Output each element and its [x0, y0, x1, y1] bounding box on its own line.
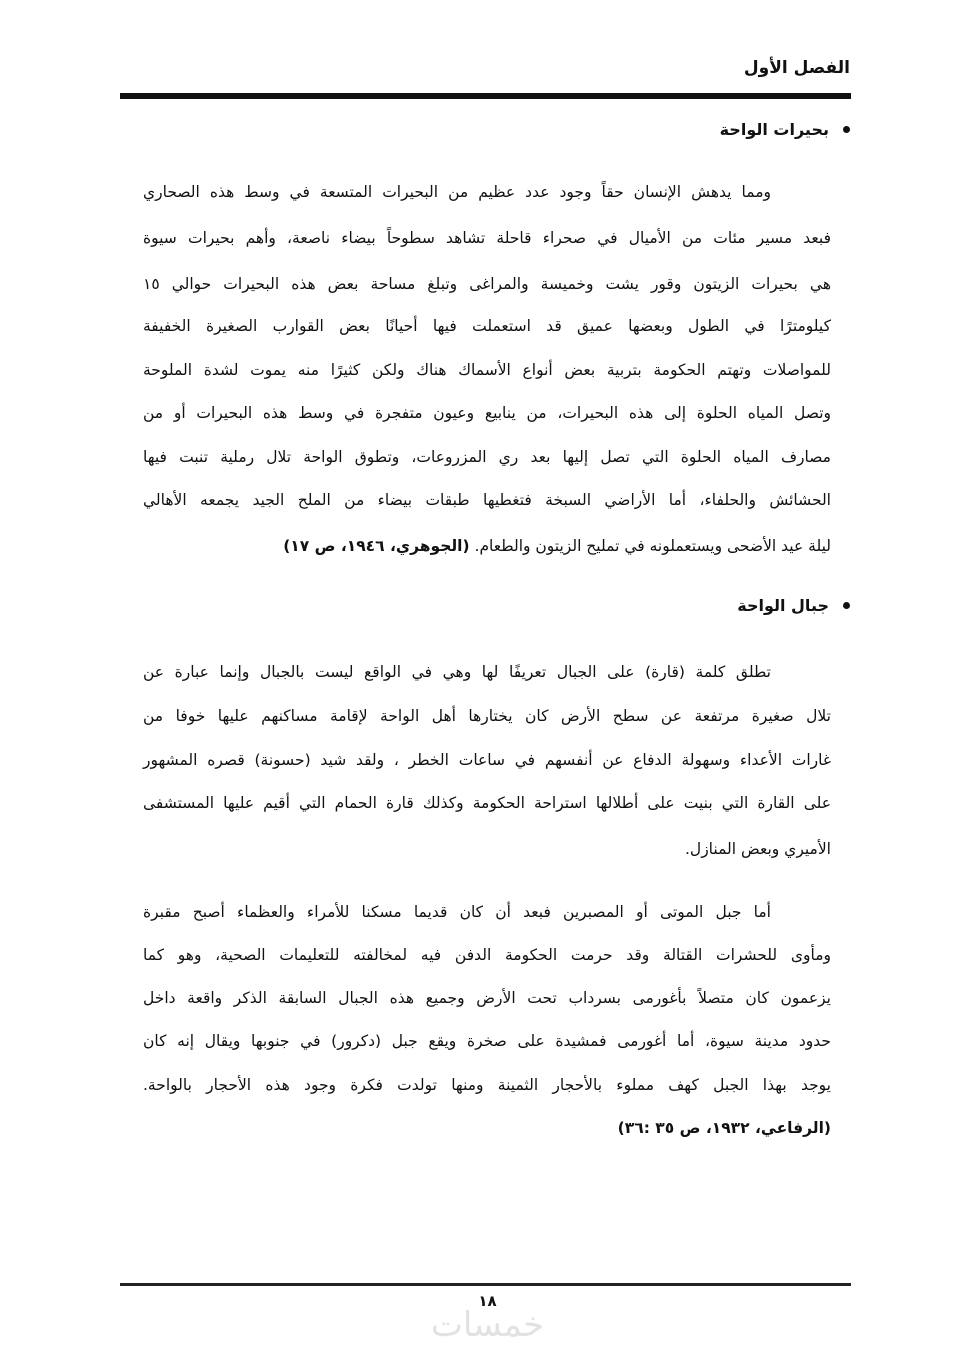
citation: (الجوهري، ١٩٤٦، ص ١٧) — [283, 537, 470, 555]
bullet-icon — [843, 126, 850, 133]
text-line: كيلومترًا في الطول وبعضها عميق قد استعملت فيها أحيانًا بعض القوارب الصغيرة الخفيفة — [143, 317, 831, 335]
heading-text: جبال الواحة — [737, 596, 829, 615]
header-rule — [120, 93, 851, 99]
text-line: للمواصلات وتهتم الحكومة بتربية بعض أنواع الأسماك هناك ولكن كثيرًا منه يموت لشدة الملوحة — [143, 361, 831, 379]
section-heading-mountains — [737, 596, 850, 615]
text-line: يزعمون كان متصلاً بأغورمى بسرداب تحت الأرض وجميع هذه الجبال السابقة الذكر واقعة داخل — [143, 989, 831, 1007]
text-span: ليلة عيد الأضحى ويستعملونه في تمليح الزيتون والطعام. — [474, 537, 831, 555]
bullet-icon — [843, 602, 850, 609]
text-line: غارات الأعداء وسهولة الدفاع عن أنفسهم في ساعات الخطر ، ولقد شيد (حسونة) قصره المشهور — [143, 751, 831, 769]
text-line: مصارف المياه الحلوة التي تصل إليها بعد ري المزروعات، وتطوق الواحة تلال رملية تنبت فيها — [143, 448, 831, 466]
citation: (الرفاعي، ١٩٣٢، ص ٣٥ :٣٦) — [617, 1119, 831, 1137]
text-line: هي بحيرات الزيتون وقور يشت وخميسة والمراغى وتبلغ مساحة بعض هذه البحيرات حوالي ١٥ — [143, 275, 831, 293]
text-line: ومما يدهش الإنسان حقاً وجود عدد عظيم من البحيرات المتسعة في وسط هذه الصحاري — [143, 183, 771, 201]
text-line: وتصل المياه الحلوة إلى هذه البحيرات، من ينابيع وعيون متفجرة في وسط هذه البحيرات أو من — [143, 404, 831, 422]
text-line: تطلق كلمة (قارة) على الجبال تعريفًا لها وهي في الواقع ليست بالجبال وإنما عبارة عن — [143, 663, 771, 681]
heading-text: بحيرات الواحة — [719, 120, 829, 139]
page-number: ١٨ — [478, 1292, 497, 1310]
watermark-logo: خمسات — [430, 1305, 545, 1345]
text-line — [143, 534, 831, 558]
text-line: الأميري وبعض المنازل. — [685, 840, 831, 858]
footer-rule — [120, 1283, 851, 1286]
text-line: أما جبل الموتى أو المصبرين فبعد أن كان قديما مسكنا للأمراء والعظماء أصبح مقبرة — [143, 903, 771, 921]
text-line: تلال صغيرة مرتفعة عن سطح الأرض كان يختارها أهل الواحة لإقامة مساكنهم عليها خوفا من — [143, 707, 831, 725]
text-line: يوجد بهذا الجبل كهف مملوء بالأحجار الثمينة ومنها تولدت فكرة وجود هذه الأحجار بالواحة. — [143, 1076, 831, 1094]
text-line: ومأوى للحشرات القتالة وقد حرمت الحكومة الدفن فيه لمخالفته للتعليمات الصحية، وهو كما — [143, 946, 831, 964]
text-line: الحشائش والحلفاء، أما الأراضي السبخة فتغطيها طبقات بيضاء من الملح الجيد يجمعه الأهالي — [143, 491, 831, 509]
text-line: حدود مدينة سيوة، أما أغورمى فمشيدة على صخرة ويقع جبل (دكرور) في جنوبها ويقال إنه كان — [143, 1032, 831, 1050]
text-line: على القارة التي بنيت على أطلالها استراحة الحكومة وكذلك قارة الحمام التي أقيم عليها المستشفى — [143, 794, 831, 812]
section-heading-lakes — [720, 120, 850, 139]
chapter-title: الفصل الأول — [743, 58, 850, 78]
text-line: فبعد مسير مئات من الأميال في صحراء قاحلة تشاهد سطوحاً بيضاء ناصعة، وأهم بحيرات سيوة — [143, 229, 831, 247]
